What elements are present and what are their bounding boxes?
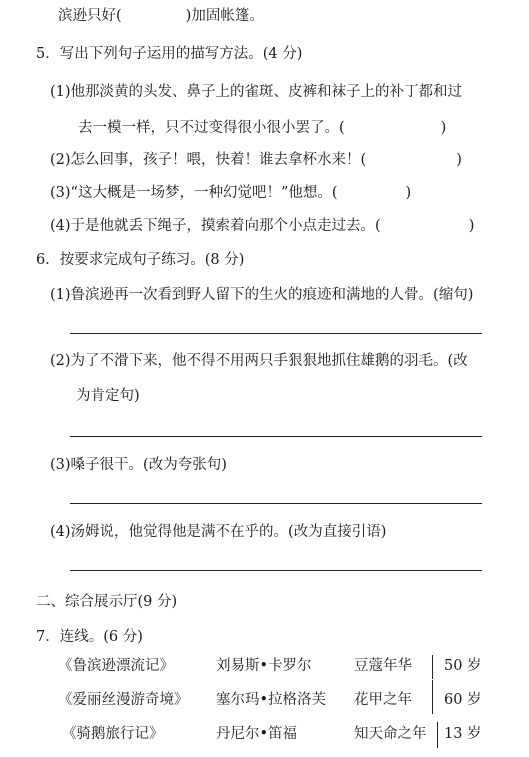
- q6-item-1: (1)鲁滨逊再一次看到野人留下的生火的痕迹和满地的人骨。(缩句): [50, 287, 474, 303]
- paren-close: ): [405, 185, 412, 201]
- q7-title: 7．连线。(6 分): [36, 629, 143, 645]
- book-1[interactable]: 《鲁滨逊漂流记》: [58, 658, 174, 674]
- q5-item-1-cont: [78, 118, 446, 138]
- answer-line-3[interactable]: [70, 503, 482, 504]
- q6-item-2: (2)为了不滑下来，他不得不用两只手狠狠地抓住雄鹅的羽毛。(改: [50, 353, 468, 369]
- q6-item-3: (3)嗓子很干。(改为夸张句): [50, 457, 227, 473]
- q6-item-4: (4)汤姆说，他觉得他是满不在乎的。(改为直接引语): [50, 524, 387, 540]
- answer-line-1[interactable]: [70, 333, 482, 334]
- top-line-text: 滨逊只好(: [58, 8, 122, 24]
- section-2-title: 二、综合展示厅(9 分): [36, 594, 178, 610]
- age-2[interactable]: 60 岁: [444, 692, 482, 708]
- answer-line-2[interactable]: [70, 436, 482, 437]
- age-name-1[interactable]: 豆蔻年华: [354, 658, 412, 674]
- q6-item-2-cont: 为肯定句): [76, 388, 140, 404]
- q5-item-4-text: (4)于是他就丢下绳子，摸索着向那个小点走过去。(: [50, 218, 381, 234]
- answer-line-4[interactable]: [70, 570, 482, 571]
- divider-3: [437, 722, 438, 748]
- divider-2: [432, 680, 433, 714]
- q5-item-2: [50, 150, 462, 170]
- age-3[interactable]: 13 岁: [444, 726, 482, 742]
- top-line-end: )加固帐篷。: [185, 8, 264, 24]
- paren-close: ): [456, 152, 462, 168]
- q5-item-4: [50, 216, 474, 236]
- paren-close: ): [440, 120, 447, 136]
- divider-1: [432, 655, 433, 679]
- q5-item-1: (1)他那淡黄的头发、鼻子上的雀斑、皮裤和袜子上的补丁都和过: [50, 84, 463, 100]
- q5-title: 5．写出下列句子运用的描写方法。(4 分): [36, 46, 303, 62]
- age-name-3[interactable]: 知天命之年: [354, 726, 427, 742]
- author-2[interactable]: 塞尔玛•拉格洛芙: [216, 692, 327, 708]
- top-line: [58, 6, 264, 26]
- paren-close: ): [468, 218, 475, 234]
- q5-item-3: [50, 183, 411, 203]
- book-3[interactable]: 《骑鹅旅行记》: [62, 726, 164, 742]
- q5-item-3-text: (3)“这大概是一场梦，一种幻觉吧！”他想。(: [50, 185, 338, 201]
- q6-title: 6．按要求完成句子练习。(8 分): [36, 252, 245, 268]
- age-1[interactable]: 50 岁: [444, 658, 482, 674]
- q5-item-1-cont-text: 去一模一样，只不过变得很小很小罢了。(: [78, 120, 345, 136]
- author-3[interactable]: 丹尼尔•笛福: [216, 726, 298, 742]
- q5-item-2-text: (2)怎么回事，孩子！喂，快着！谁去拿杯水来！(: [50, 152, 367, 168]
- book-2[interactable]: 《爱丽丝漫游奇境》: [58, 692, 189, 708]
- author-1[interactable]: 刘易斯•卡罗尔: [216, 658, 312, 674]
- age-name-2[interactable]: 花甲之年: [354, 692, 412, 708]
